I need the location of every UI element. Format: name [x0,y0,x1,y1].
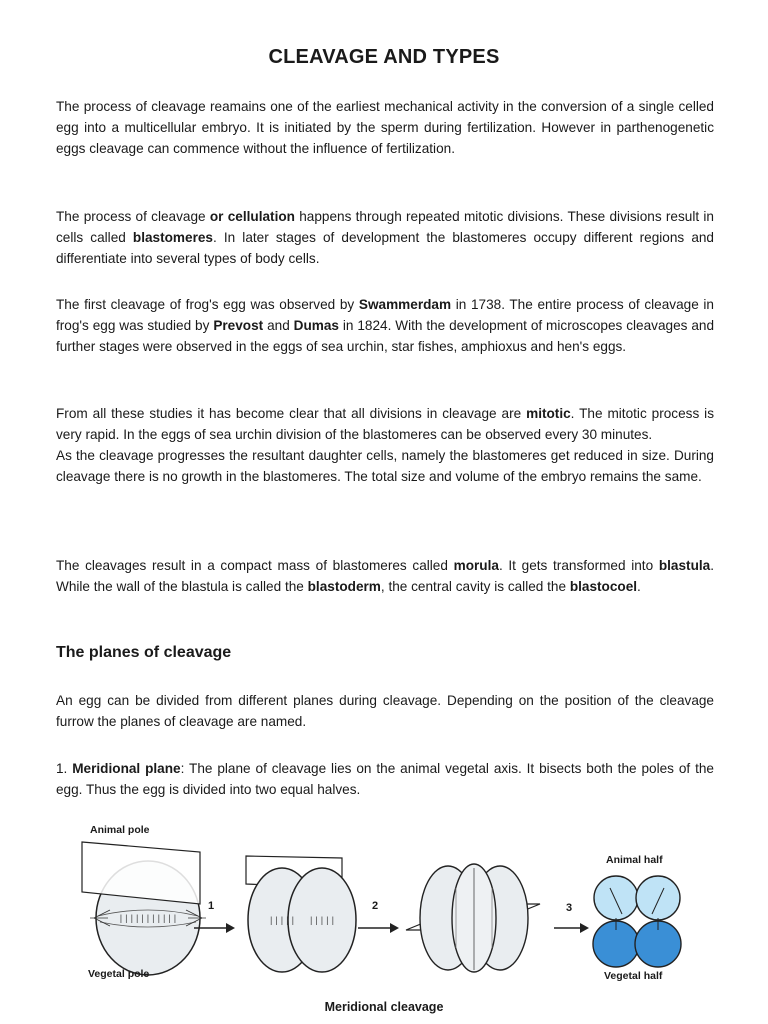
egg-two-cell [246,856,356,972]
paragraph-intro [56,96,714,159]
paragraph-history [56,294,714,357]
bold-term: mitotic [526,406,571,421]
text: From all these studies it has become clear that all divisions in cleavage are [56,406,527,421]
text: An egg can be divided from different planes during cleavage. Depending on the position of the cleavage furrow the planes of cleavage are named. [56,693,714,729]
text: As the cleavage progresses the resultant daughter cells, namely the blastomeres get reduced in size. During cleavage there is no growth in the blastomeres. The total size and volume of the embryo remains the same. [56,448,714,484]
text: , the central cavity is called the [380,579,570,594]
svg-text:|||||: ||||| [268,916,296,926]
step-1-number: 1 [208,900,215,912]
bold-term: or cellulation [209,209,295,224]
text: in 1824. With the development of microscopes cleavages and further stages were observed in the eggs of sea urchin, star fishes, amphioxus and hen's eggs. [56,318,715,354]
label-vegetal-half: Vegetal half [604,970,663,982]
paragraph-planes [56,690,714,732]
egg-four-cell [406,864,540,972]
label-animal-half: Animal half [606,854,663,866]
label-vegetal-pole: Vegetal pole [88,968,150,980]
bold-term: morula [453,558,499,573]
egg-eight-cell [593,876,681,967]
paragraph-cellulation [56,206,714,269]
bold-term: blastocoel [569,579,638,594]
text: . It gets transformed into [498,558,659,573]
bold-term: blastula [658,558,711,573]
text: The cleavages result in a compact mass of blastomeres called [56,558,454,573]
egg-uncleaved [82,842,206,975]
svg-text:|||||: ||||| [308,916,336,926]
section-heading: The planes of cleavage [56,644,232,661]
text: in 1738. The entire process of cleavage in frog's egg was studied by [56,297,714,333]
bold-term: Swammerdam [358,297,452,312]
text: The process of cleavage reamains one of the earliest mechanical activity in the conversion of a single celled egg into a multicellular embryo. It is initiated by the sperm during fertilization. However in parthenogenetic eggs cleavage can commence without the influence of fertilization. [56,99,714,156]
svg-text:|||||||||||: ||||||||||| [118,914,178,924]
text: happens through repeated mitotic divisions. These divisions result in cells called [56,209,714,245]
step-3-number: 3 [566,902,573,914]
bold-term: Dumas [293,318,339,333]
arrow-3 [554,923,589,933]
text: 1. [56,761,73,776]
text: . In later stages of development the blastomeres occupy different regions and differentiate into several types of body cells. [56,230,714,266]
text: and [263,318,294,333]
text: . While the wall of the blastula is called the [56,558,714,594]
arrow-2 [358,923,399,933]
text: The process of cleavage [56,209,210,224]
bold-term: blastoderm [307,579,381,594]
figure-caption: Meridional cleavage [324,1000,444,1014]
text: : The plane of cleavage lies on the animal vegetal axis. It bisects both the poles of the egg. Thus the egg is divided into two equal halves. [56,761,714,797]
bold-term: blastomeres [132,230,213,245]
text: The first cleavage of frog's egg was observed by [56,297,359,312]
page-title: CLEAVAGE AND TYPES [268,46,500,68]
label-animal-pole: Animal pole [90,824,150,836]
paragraph-mitotic [56,403,714,487]
text: . [637,579,641,594]
meridional-cleavage-figure [60,818,710,1024]
paragraph-meridional [56,758,714,800]
step-2-number: 2 [372,900,379,912]
bold-term: Meridional plane [72,761,181,776]
paragraph-morula [56,555,714,597]
bold-term: Prevost [213,318,264,333]
text: . The mitotic process is very rapid. In the eggs of sea urchin division of the blastomeres can be observed every 30 minutes. [56,406,714,442]
